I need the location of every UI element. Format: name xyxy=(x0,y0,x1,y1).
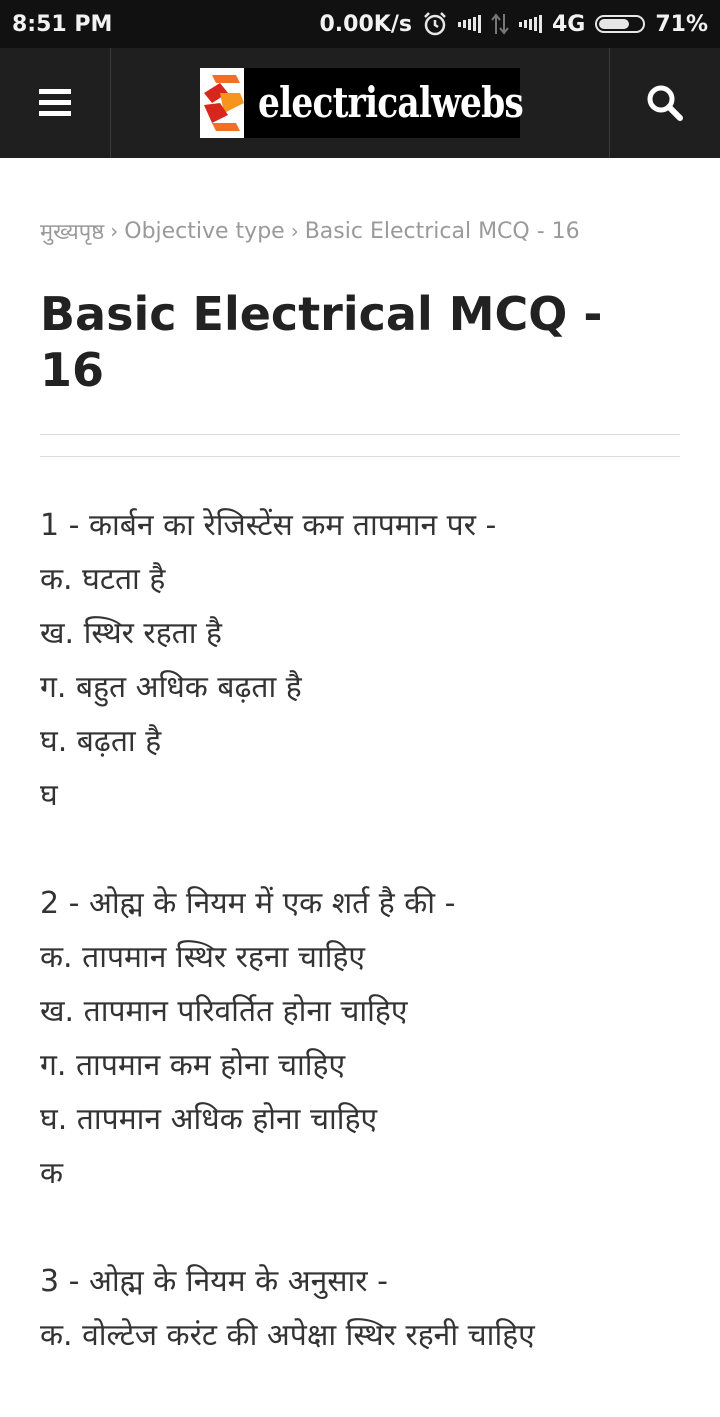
breadcrumb-home[interactable]: मुख्यपृष्ठ xyxy=(40,220,105,245)
question-text: 2 - ओह्म के नियम में एक शर्त है की - xyxy=(40,886,456,921)
signal-strength-icon xyxy=(458,15,481,33)
option: क. तापमान स्थिर रहना चाहिए xyxy=(40,940,366,975)
option: घ. तापमान अधिक होना चाहिए xyxy=(40,1102,378,1137)
breadcrumb-current: Basic Electrical MCQ - 16 xyxy=(304,218,580,244)
answer: क xyxy=(40,1156,64,1191)
status-time: 8:51 PM xyxy=(12,11,113,37)
signal-strength-icon-2 xyxy=(519,15,542,33)
network-type: 4G xyxy=(551,11,586,37)
divider xyxy=(40,434,680,435)
page-title: Basic Electrical MCQ - 16 xyxy=(40,287,603,397)
chevron-right-icon: › xyxy=(290,219,299,243)
option: घ. बढ़ता है xyxy=(40,724,162,759)
site-header xyxy=(0,48,720,158)
battery-icon xyxy=(595,15,645,33)
option: ग. बहुत अधिक बढ़ता है xyxy=(40,670,302,705)
search-button[interactable] xyxy=(609,48,720,158)
status-indicators xyxy=(319,11,708,37)
article-body xyxy=(40,499,680,1363)
question-text: 3 - ओह्म के नियम के अनुसार - xyxy=(40,1264,388,1299)
status-bar xyxy=(0,0,720,48)
menu-button[interactable] xyxy=(0,48,111,158)
divider xyxy=(40,456,680,457)
option: ग. तापमान कम होना चाहिए xyxy=(40,1048,346,1083)
hamburger-icon xyxy=(39,89,71,117)
logo-text: electricalwebs xyxy=(258,78,523,127)
question-text: 1 - कार्बन का रेजिस्टेंस कम तापमान पर - xyxy=(40,508,497,543)
answer: घ xyxy=(40,778,58,813)
main-content xyxy=(40,158,680,1417)
option: क. घटता है xyxy=(40,562,166,597)
alarm-icon xyxy=(422,11,448,37)
chevron-right-icon: › xyxy=(110,219,119,243)
breadcrumb-category[interactable]: Objective type xyxy=(124,218,285,244)
search-icon xyxy=(646,84,684,122)
site-logo[interactable] xyxy=(200,68,523,138)
question-block xyxy=(40,1255,680,1363)
logo-mark-icon xyxy=(200,68,244,138)
option: ख. तापमान परिवर्तित होना चाहिए xyxy=(40,994,408,1029)
breadcrumb xyxy=(40,216,680,246)
option: क. वोल्टेज करंट की अपेक्षा स्थिर रहनी चाहिए xyxy=(40,1318,535,1353)
question-block xyxy=(40,499,680,823)
option: ख. स्थिर रहता है xyxy=(40,616,222,651)
battery-percentage: 71% xyxy=(655,11,708,37)
data-transfer-icon xyxy=(491,12,509,36)
question-block xyxy=(40,877,680,1201)
network-speed: 0.00K/s xyxy=(319,11,412,37)
